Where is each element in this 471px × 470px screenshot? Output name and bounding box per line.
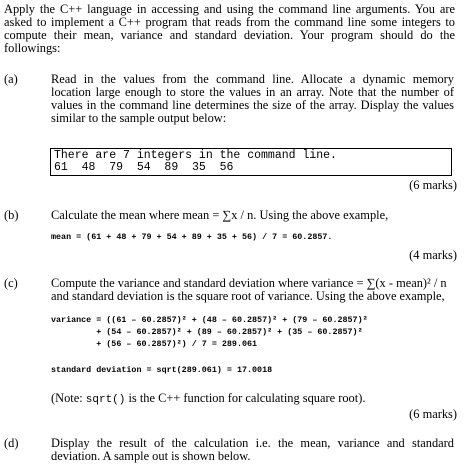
variance-formula-line-2: + (54 – 60.2857)² + (89 – 60.2857)² + (35 – 60.2857)² bbox=[51, 327, 363, 337]
sqrt-note-code: sqrt() bbox=[85, 394, 126, 406]
part-d-label: (d) bbox=[4, 436, 19, 450]
part-b-marks: (4 marks) bbox=[409, 248, 457, 262]
variance-formula-line-1: variance = ((61 – 60.2857)² + (48 – 60.2857)² + (79 – 60.2857)² bbox=[51, 315, 368, 325]
part-c-label: (c) bbox=[4, 276, 18, 290]
sample-output-box bbox=[50, 148, 452, 176]
sqrt-note-post: is the C++ function for calculating square root). bbox=[125, 391, 366, 405]
intro-line-4: followings: bbox=[4, 41, 61, 55]
part-a-line-4: similar to the sample output below: bbox=[51, 111, 227, 125]
part-a-line-2: location large enough to store the values in an array. Note that the number of bbox=[51, 85, 454, 99]
std-dev-formula: standard deviation = sqrt(289.061) = 17.0018 bbox=[51, 365, 273, 375]
part-c-line-2: and standard deviation is the square root of variance. Using the above example, bbox=[51, 289, 445, 303]
mean-formula: mean = (61 + 48 + 79 + 54 + 89 + 35 + 56) / 7 = 60.2857. bbox=[51, 232, 333, 242]
part-b-label: (b) bbox=[4, 208, 19, 222]
part-a-line-1: Read in the values from the command line. Allocate a dynamic memory bbox=[51, 72, 454, 86]
part-a-label: (a) bbox=[4, 72, 18, 86]
sqrt-note bbox=[51, 392, 365, 407]
sqrt-note-pre: (Note: bbox=[51, 391, 86, 405]
sample-output-line-2: 61 48 79 54 89 35 56 bbox=[54, 161, 234, 174]
variance-formula-line-3: + (56 – 60.2857)²) / 7 = 289.061 bbox=[51, 339, 258, 349]
part-c-line-1: Compute the variance and standard deviation where variance = ∑(x - mean)² / n bbox=[51, 276, 447, 290]
sample-output-line-1: There are 7 integers in the command line. bbox=[54, 149, 337, 162]
intro-line-2: asked to implement a C++ program that reads from the command line some integers to bbox=[4, 15, 455, 29]
part-a-line-3: values in the command line determines the size of the array. Display the values bbox=[51, 98, 454, 112]
part-d-line-2: deviation. A sample out is shown below. bbox=[51, 449, 251, 463]
part-d-line-1: Display the result of the calculation i.e. the mean, variance and standard bbox=[51, 436, 454, 450]
part-c-marks: (6 marks) bbox=[409, 407, 457, 421]
part-b-line-1: Calculate the mean where mean = ∑x / n. Using the above example, bbox=[51, 208, 389, 222]
intro-line-1: Apply the C++ language in accessing and using the command line arguments. You are bbox=[4, 2, 455, 16]
part-a-marks: (6 marks) bbox=[409, 178, 457, 192]
intro-line-3: compute their mean, variance and standard deviation. Your program should do the bbox=[4, 28, 455, 42]
